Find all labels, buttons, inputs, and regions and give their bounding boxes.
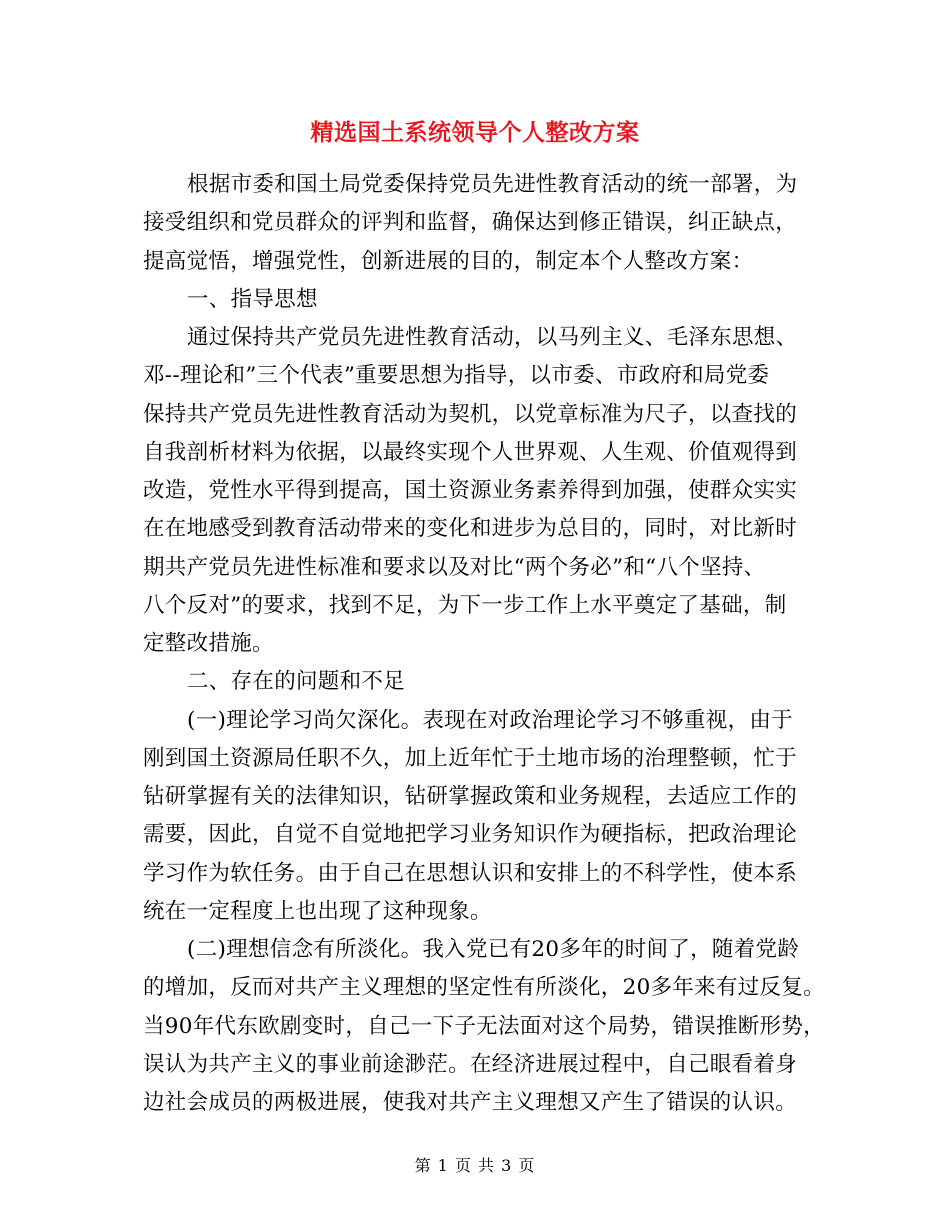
paragraph-line: 提高觉悟，增强党性，创新进展的目的，制定本个人整改方案：	[143, 248, 754, 274]
paragraph-line: 统在一定程度上也出现了这种现象。	[143, 898, 492, 924]
section-heading: 二、存在的问题和不足	[187, 669, 406, 695]
paragraph-line: 期共产党员先进性标准和要求以及对比“两个务必”和“八个坚持、	[143, 554, 766, 580]
paragraph-line: 改造，党性水平得到提高，国土资源业务素养得到加强，使群众实实	[143, 478, 798, 503]
paragraph-line: 在在地感受到教育活动带来的变化和进步为总目的，同时，对比新时	[143, 516, 798, 542]
paragraph-line: 刚到国土资源局任职不久，加上近年忙于土地市场的治理整顿，忙于	[143, 745, 798, 771]
paragraph-line: 当90年代东欧剧变时，自己一下子无法面对这个局势，错误推断形势，	[143, 1013, 825, 1039]
paragraph-line: 根据市委和国土局党委保持党员先进性教育活动的统一部署，为	[187, 172, 798, 197]
paragraph-line: 自我剖析材料为依据，以最终实现个人世界观、人生观、价值观得到	[143, 439, 798, 465]
section-heading: 一、指导思想	[187, 286, 318, 312]
paragraph-line: 钻研掌握有关的法律知识，钻研掌握政策和业务规程，去适应工作的	[143, 784, 798, 809]
paragraph-line: 需要，因此，自觉不自觉地把学习业务知识作为硬指标，把政治理论	[143, 822, 798, 848]
paragraph-line: 八个反对”的要求，找到不足，为下一步工作上水平奠定了基础，制	[143, 592, 787, 618]
paragraph-line: 通过保持共产党员先进性教育活动，以马列主义、毛泽东思想、	[187, 325, 798, 350]
paragraph-line: 保持共产党员先进性教育活动为契机，以党章标准为尺子，以查找的	[143, 401, 798, 427]
page-number-footer: 第 1 页 共 3 页	[414, 1156, 536, 1175]
paragraph-line: (一)理论学习尚欠深化。表现在对政治理论学习不够重视，由于	[187, 707, 793, 733]
document-body	[143, 166, 825, 1122]
paragraph-line: 的增加，反而对共产主义理想的坚定性有所淡化，20多年来有过反复。	[143, 975, 825, 1001]
paragraph-line: 学习作为软任务。由于自己在思想认识和安排上的不科学性，使本系	[143, 860, 798, 886]
paragraph-line: (二)理想信念有所淡化。我入党已有20多年的时间了，随着党龄	[187, 937, 800, 962]
paragraph-line: 边社会成员的两极进展，使我对共产主义理想又产生了错误的认识。	[143, 1090, 798, 1115]
paragraph-line: 接受组织和党员群众的评判和监督，确保达到修正错误，纠正缺点，	[143, 210, 798, 236]
paragraph-line: 定整改措施。	[143, 631, 274, 656]
paragraph-line: 误认为共产主义的事业前途渺茫。在经济进展过程中，自己眼看着身	[143, 1051, 798, 1077]
paragraph-line: 邓--理论和”三个代表”重要思想为指导，以市委、市政府和局党委	[143, 363, 770, 389]
document-title: 精选国土系统领导个人整改方案	[310, 119, 640, 146]
